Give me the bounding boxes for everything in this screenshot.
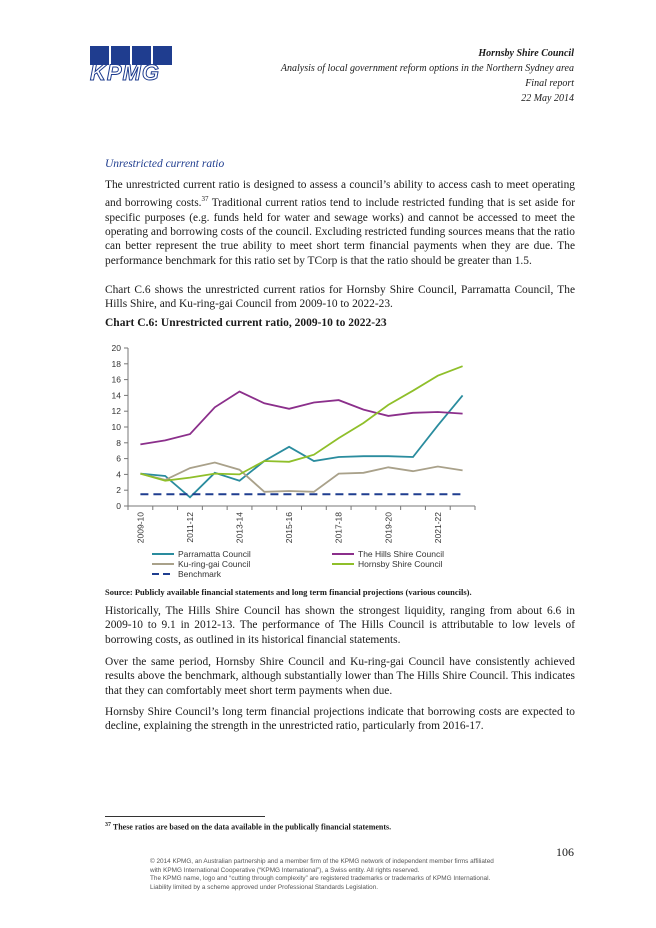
copyright-line: © 2014 KPMG, an Australian partnership and a member firm of the KPMG network of independent member firms affiliated — [150, 858, 494, 865]
series-line-parramatta-council — [140, 395, 462, 497]
copyright-line: Liability limited by a scheme approved under Professional Standards Legislation. — [150, 883, 379, 891]
paragraph-1 — [105, 178, 575, 268]
x-tick-label: 2009-10 — [135, 512, 146, 544]
legend-label: Parramatta Council — [178, 549, 251, 559]
paragraph-2: Chart C.6 shows the unrestricted current ratios for Hornsby Shire Council, Parramatta Council, The Hills Shire, and Ku-ring-gai Council from 2009-10 to 2022-23. — [105, 284, 575, 311]
y-tick-label: 0 — [116, 501, 121, 511]
legend-label: Hornsby Shire Council — [358, 559, 443, 569]
header-subtitle: Analysis of local government reform options in the Northern Sydney area — [280, 63, 574, 74]
header-date: 22 May 2014 — [521, 93, 574, 104]
copyright-line: The KPMG name, logo and “cutting through complexity” are registered trademarks or trademarks of KPMG International. — [150, 875, 491, 883]
page-header — [281, 46, 574, 106]
y-tick-label: 4 — [116, 469, 121, 480]
copyright-line: with KPMG International Cooperative (“KPMG International”), a Swiss entity. All rights reserved. — [150, 866, 420, 874]
paragraph-1b: Traditional current ratios tend to include restricted funding that is set aside for specific purposes (e.g. funds held for water and sewage works) and cannot be accessed to meet the operating and borrowing costs of the council. Excluding restricted funding sources means that the ratio can better represent the true ability to meet short term financial payments when they are due. The performance benchmark for this ratio set by TCorp is that the ratio should be greater than 1.5. — [105, 197, 575, 267]
copyright-notice — [150, 858, 530, 892]
chart-title: Chart C.6: Unrestricted current ratio, 2009-10 to 2022-23 — [105, 317, 387, 329]
y-tick-label: 16 — [111, 374, 121, 385]
y-tick-label: 10 — [111, 422, 121, 432]
x-tick-label: 2013-14 — [234, 512, 245, 544]
y-tick-label: 6 — [116, 453, 121, 464]
header-report: Final report — [525, 78, 574, 89]
series-line-hornsby-shire-council — [140, 366, 462, 481]
header-org: Hornsby Shire Council — [478, 48, 574, 59]
line-chart — [100, 338, 490, 583]
x-tick-label: 2021-22 — [432, 512, 443, 544]
kpmg-logo — [90, 46, 172, 85]
section-title: Unrestricted current ratio — [105, 158, 225, 170]
footnote-number: 37 — [105, 822, 111, 828]
series-line-the-hills-shire-council — [140, 392, 462, 445]
y-tick-label: 8 — [116, 437, 121, 448]
footnote-text: These ratios are based on the data available in the publically financial statements. — [111, 822, 392, 832]
legend-label: Ku-ring-gai Council — [178, 559, 251, 569]
x-tick-label: 2011-12 — [184, 512, 195, 543]
chart-source: Source: Publicly available financial statements and long term financial projections (various councils). — [105, 587, 472, 597]
x-tick-label: 2015-16 — [284, 512, 295, 544]
y-tick-label: 20 — [111, 343, 121, 353]
footnote-ref: 37 — [201, 195, 209, 204]
legend-label: The Hills Shire Council — [358, 549, 444, 559]
paragraph-1a: The unrestricted current ratio is designed to assess a council’s ability to access cash to meet operating and borrowing costs. — [105, 179, 575, 210]
y-tick-label: 18 — [111, 358, 121, 369]
x-tick-label: 2019-20 — [383, 512, 394, 544]
y-tick-label: 14 — [111, 390, 121, 401]
paragraph-3: Historically, The Hills Shire Council has shown the strongest liquidity, ranging from about 6.6 in 2009-10 to 9.1 in 2012-13. The performance of The Hills Council is attributable to low levels of borrowing costs, as outlined in its historical financial statements. — [105, 605, 575, 646]
legend-label: Benchmark — [178, 569, 221, 579]
x-tick-label: 2017-18 — [333, 512, 344, 544]
y-tick-label: 12 — [111, 406, 121, 417]
paragraph-4: Over the same period, Hornsby Shire Council and Ku-ring-gai Council have consistently achieved results above the benchmark, although substantially lower than The Hills Shire Council. This indicates that they can comfortably meet short term payments when due. — [105, 656, 575, 697]
y-tick-label: 2 — [116, 485, 121, 496]
page-number: 106 — [556, 845, 574, 859]
logo-text: KPMG — [90, 60, 160, 85]
footnote-divider — [105, 816, 265, 817]
footnote — [105, 822, 391, 832]
paragraph-5: Hornsby Shire Council’s long term financial projections indicate that borrowing costs are expected to decline, explaining the strength in the unrestricted ratio, particularly from 2016-17. — [105, 706, 575, 733]
